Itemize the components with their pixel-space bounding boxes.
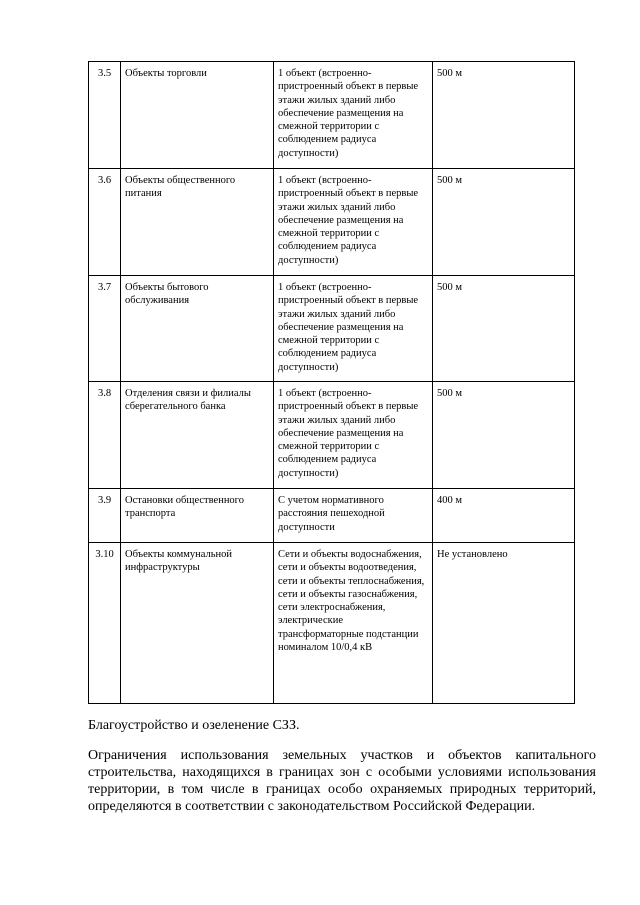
- object-parameter: 1 объект (встроенно-пристроенный объект в первые этажи жилых зданий либо обеспечение размещения на смежной территории с соблюдением радиуса доступности): [274, 382, 433, 489]
- row-number: 3.7: [89, 276, 121, 382]
- table-row: [89, 382, 575, 489]
- object-parameter: 1 объект (встроенно-пристроенный объект в первые этажи жилых зданий либо обеспечение размещения на смежной территории с соблюдением радиуса доступности): [274, 62, 433, 169]
- accessibility-radius: 500 м: [433, 382, 575, 489]
- accessibility-radius: 400 м: [433, 489, 575, 543]
- landscaping-note: Благоустройство и озеленение СЗЗ.: [88, 718, 300, 733]
- object-name: Объекты коммунальной инфраструктуры: [121, 543, 274, 704]
- accessibility-radius: 500 м: [433, 169, 575, 276]
- table-row: [89, 62, 575, 169]
- norms-table: [88, 61, 575, 704]
- object-parameter: 1 объект (встроенно-пристроенный объект в первые этажи жилых зданий либо обеспечение размещения на смежной территории с соблюдением радиуса доступности): [274, 276, 433, 382]
- table-row: [89, 543, 575, 704]
- table-row: [89, 276, 575, 382]
- object-parameter: 1 объект (встроенно-пристроенный объект в первые этажи жилых зданий либо обеспечение размещения на смежной территории с соблюдением радиуса доступности): [274, 169, 433, 276]
- object-name: Объекты торговли: [121, 62, 274, 169]
- table-row: [89, 169, 575, 276]
- object-name: Остановки общественного транспорта: [121, 489, 274, 543]
- table-row: [89, 489, 575, 543]
- object-parameter: Сети и объекты водоснабжения, сети и объекты водоотведения, сети и объекты теплоснабжения, сети и объекты газоснабжения, сети электроснабжения, электрические трансформаторные подстанции номиналом 10/0,4 кВ: [274, 543, 433, 704]
- row-number: 3.9: [89, 489, 121, 543]
- object-parameter: С учетом нормативного расстояния пешеходной доступности: [274, 489, 433, 543]
- accessibility-radius: 500 м: [433, 62, 575, 169]
- object-name: Объекты общественного питания: [121, 169, 274, 276]
- row-number: 3.10: [89, 543, 121, 704]
- object-name: Объекты бытового обслуживания: [121, 276, 274, 382]
- row-number: 3.8: [89, 382, 121, 489]
- accessibility-radius: Не установлено: [433, 543, 575, 704]
- row-number: 3.5: [89, 62, 121, 169]
- accessibility-radius: 500 м: [433, 276, 575, 382]
- object-name: Отделения связи и филиалы сберегательного банка: [121, 382, 274, 489]
- restrictions-paragraph: Ограничения использования земельных участков и объектов капитального строительства, находящихся в границах зон с особыми условиями использования территории, в том числе в границах особо охраняемых природных территорий, определяются в соответствии с законодательством Российской Федерации.: [88, 748, 596, 814]
- row-number: 3.6: [89, 169, 121, 276]
